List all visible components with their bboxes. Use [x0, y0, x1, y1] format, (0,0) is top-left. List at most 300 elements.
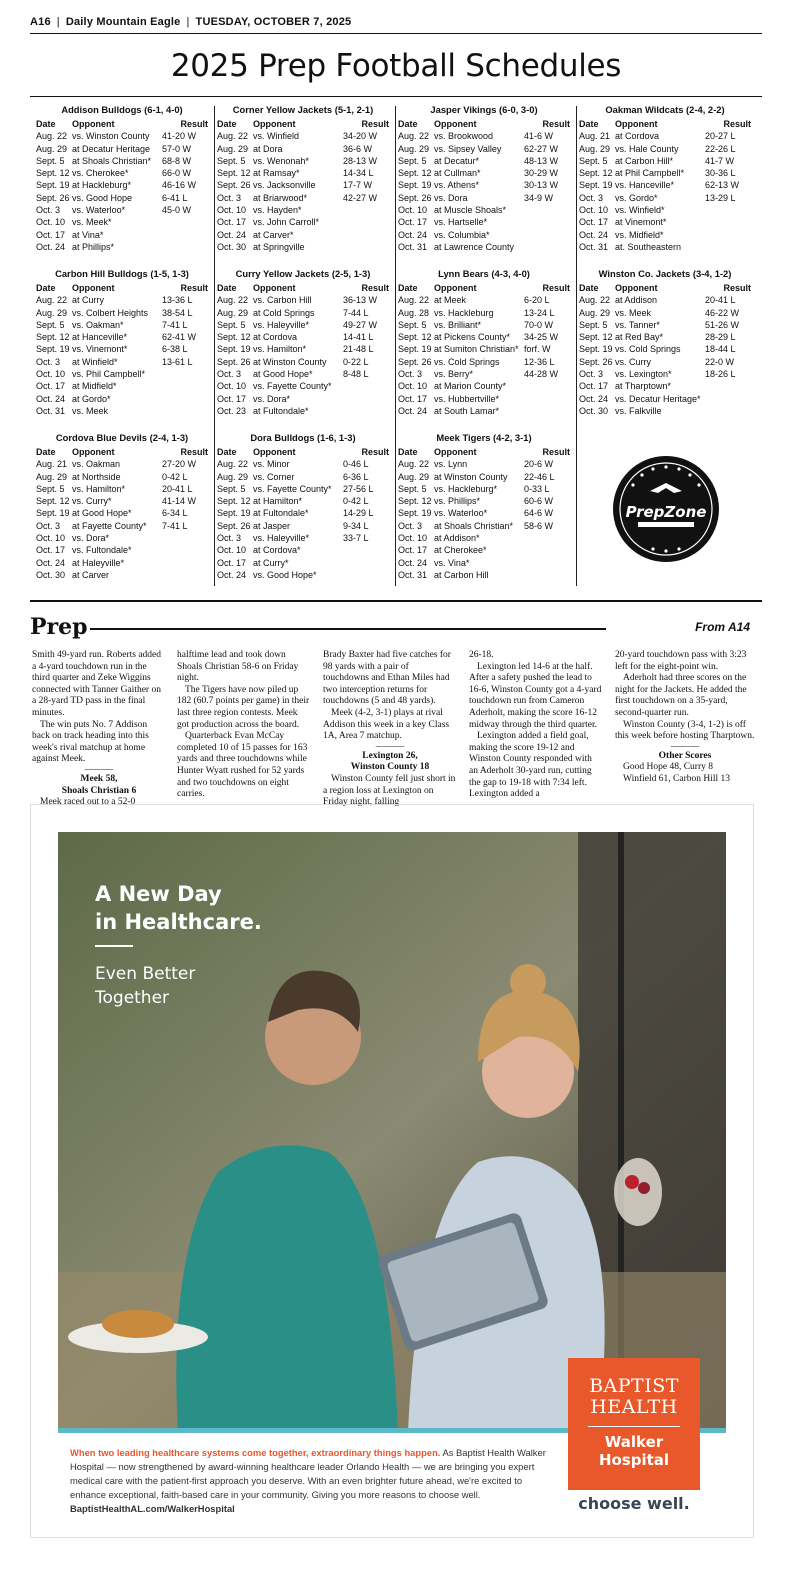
game-opponent: vs. Phil Campbell*: [72, 369, 146, 380]
team-name: Dora Bulldogs (1-6, 1-3): [250, 432, 356, 443]
game-date: Sept. 5: [398, 155, 427, 166]
game-date: Sept. 26: [398, 192, 432, 203]
game-row: [398, 143, 570, 155]
team-name: Winston Co. Jackets (3-4, 1-2): [598, 268, 732, 279]
game-result: [343, 405, 389, 417]
game-opponent: vs. Good Hope: [72, 192, 133, 203]
team-schedule: [217, 268, 389, 432]
game-result: 30-13 W: [524, 180, 559, 191]
game-row: [36, 458, 208, 470]
header-opponent: Opponent: [434, 119, 477, 129]
game-row: [36, 544, 208, 556]
story-column-4: [469, 650, 603, 802]
game-date: Sept. 26: [217, 180, 251, 191]
game-date: Oct. 3: [36, 205, 61, 216]
game-date: Sept. 5: [398, 319, 427, 330]
game-row: [36, 356, 208, 368]
schedule-column: [398, 104, 570, 596]
header-date: Date: [36, 283, 56, 293]
game-row: [398, 216, 570, 228]
game-result: 20-41 L: [162, 483, 193, 494]
game-result: 64-6 W: [524, 508, 554, 519]
game-date: Oct. 24: [398, 229, 428, 240]
game-opponent: at Phillips*: [72, 241, 115, 252]
game-result: [524, 393, 570, 405]
game-result: 18-26 L: [705, 369, 736, 380]
game-result: 14-41 L: [343, 332, 374, 343]
separator: ———: [670, 741, 700, 752]
brand-line: HEALTH: [590, 1396, 678, 1418]
game-date: Aug. 22: [36, 131, 68, 142]
game-row: [579, 368, 751, 380]
game-date: Aug. 22: [217, 459, 249, 470]
game-result: 36-6 W: [343, 143, 373, 154]
game-result: [162, 393, 208, 405]
header-result: Result: [180, 447, 208, 457]
header-opponent: Opponent: [615, 119, 658, 129]
game-date: Aug. 22: [579, 295, 611, 306]
header-opponent: Opponent: [253, 447, 296, 457]
team-name: Meek Tigers (4-2, 3-1): [436, 432, 532, 443]
game-date: Aug. 29: [217, 143, 249, 154]
game-opponent: vs. Cold Springs: [615, 344, 681, 355]
game-date: Sept. 26: [217, 520, 251, 531]
game-result: 27-56 L: [343, 483, 374, 494]
paragraph: Lexington added a field goal, making the score 19-12 and Winston County responded with an Aderholt 30-yard run, cutting the gap to 19-18 with 7:34 left. Lexington added a: [469, 731, 592, 800]
game-opponent: at Vinemont*: [615, 217, 667, 228]
game-date: Sept. 19: [36, 508, 70, 519]
game-date: Sept. 12: [398, 332, 432, 343]
game-opponent: vs. Waterloo*: [72, 205, 126, 216]
game-row: [217, 507, 389, 519]
game-date: Oct. 24: [217, 569, 247, 580]
game-date: Oct. 3: [36, 356, 61, 367]
header-opponent: Opponent: [72, 283, 115, 293]
game-result: 46-16 W: [162, 180, 197, 191]
game-result: 34-20 W: [343, 131, 378, 142]
game-result: [162, 380, 208, 392]
game-result: 20-41 L: [705, 295, 736, 306]
game-result: 41-14 W: [162, 496, 197, 507]
game-result: [705, 216, 751, 228]
game-date: Sept. 26: [579, 356, 613, 367]
team-schedule: [579, 104, 751, 268]
game-date: Sept. 5: [217, 155, 246, 166]
game-date: Oct. 3: [217, 369, 242, 380]
game-row: [398, 155, 570, 167]
game-result: 0-33 L: [524, 483, 550, 494]
header-opponent: Opponent: [72, 119, 115, 129]
game-row: [398, 204, 570, 216]
game-date: Aug. 29: [579, 307, 611, 318]
game-row: [579, 405, 751, 417]
game-result: 28-29 L: [705, 332, 736, 343]
game-row: [36, 204, 208, 216]
ad-headline-line: in Healthcare.: [95, 910, 262, 934]
game-result: 9-34 L: [343, 520, 369, 531]
game-opponent: at Jasper: [253, 520, 291, 531]
game-result: 30-29 W: [524, 168, 559, 179]
game-date: Oct. 24: [217, 229, 247, 240]
game-opponent: vs. Dora: [434, 192, 468, 203]
game-row: [398, 569, 570, 581]
game-result: [343, 544, 389, 556]
header-opponent: Opponent: [434, 283, 477, 293]
game-date: Sept. 12: [217, 496, 251, 507]
game-date: Oct. 30: [36, 569, 66, 580]
schedule-column: [36, 104, 208, 596]
game-date: Aug. 22: [398, 459, 430, 470]
game-row: [217, 532, 389, 544]
header-result: Result: [723, 119, 751, 129]
game-result: 34-25 W: [524, 332, 559, 343]
game-result: 6-20 L: [524, 295, 550, 306]
game-opponent: at Dora: [253, 143, 283, 154]
game-date: Sept. 12: [217, 168, 251, 179]
game-row: [579, 167, 751, 179]
game-result: [343, 557, 389, 569]
game-row: [398, 532, 570, 544]
game-result: 41-20 W: [162, 131, 197, 142]
game-row: [36, 368, 208, 380]
paragraph: halftime lead and took down Shoals Christian 58-6 on Friday night.: [177, 650, 299, 684]
game-date: Oct. 17: [398, 545, 428, 556]
game-row: [217, 368, 389, 380]
game-opponent: at Cordova: [253, 332, 298, 343]
ad-url[interactable]: BaptistHealthAL.com/WalkerHospital: [70, 1503, 235, 1514]
column-divider: [214, 106, 215, 586]
header-opponent: Opponent: [434, 447, 477, 457]
score-line: Good Hope 48, Curry 8: [623, 762, 713, 773]
prepzone-logo: [612, 455, 720, 563]
ad-headline: [95, 880, 262, 936]
game-result: 51-26 W: [705, 319, 740, 330]
game-row: [398, 319, 570, 331]
game-result: 46-22 W: [705, 307, 740, 318]
game-opponent: vs. Good Hope*: [253, 569, 317, 580]
game-result: [162, 241, 208, 253]
game-row: [398, 368, 570, 380]
game-opponent: vs. Hackleburg: [434, 307, 494, 318]
game-result: [524, 544, 570, 556]
paragraph: Meek raced out to a 52-0: [40, 797, 136, 808]
jump-reference: From A14: [695, 620, 750, 634]
game-result: [343, 241, 389, 253]
game-result: 62-13 W: [705, 180, 740, 191]
game-row: [398, 393, 570, 405]
game-row: [579, 393, 751, 405]
game-row: [217, 216, 389, 228]
game-opponent: at Midfield*: [72, 381, 117, 392]
game-date: Aug. 29: [398, 471, 430, 482]
ad-subhead-line: Together: [95, 988, 170, 1008]
game-result: [162, 569, 208, 581]
team-name: Curry Yellow Jackets (2-5, 1-3): [235, 268, 371, 279]
paragraph: Lexington led 14-6 at the half. After a safety pushed the lead to 16-6, Winston County got a 4-yard touchdown run from Cameron Aderholt, making the score 16-12 midway through the third quarter.: [469, 661, 602, 730]
game-date: Sept. 26: [398, 356, 432, 367]
game-row: [217, 167, 389, 179]
game-date: Oct. 17: [398, 393, 428, 404]
top-rule: [30, 33, 762, 34]
game-opponent: vs. Fayette County*: [253, 381, 332, 392]
game-result: 49-27 W: [343, 319, 378, 330]
game-opponent: at Cordova: [615, 131, 660, 142]
game-result: 22-26 L: [705, 143, 736, 154]
game-date: Oct. 10: [398, 205, 428, 216]
game-date: Aug. 29: [36, 471, 68, 482]
game-opponent: vs. Fultondale*: [72, 545, 132, 556]
team-name: Corner Yellow Jackets (5-1, 2-1): [232, 104, 374, 115]
game-date: Aug. 29: [36, 143, 68, 154]
game-result: 42-27 W: [343, 192, 378, 203]
game-row: [217, 356, 389, 368]
game-date: Aug. 28: [398, 307, 430, 318]
baptist-health-logo: [568, 1358, 700, 1490]
schedule-header: [579, 282, 751, 294]
game-result: [162, 405, 208, 417]
game-row: [398, 507, 570, 519]
game-date: Oct. 30: [217, 241, 247, 252]
game-date: Oct. 3: [217, 192, 242, 203]
game-result: 44-28 W: [524, 369, 559, 380]
header-date: Date: [217, 283, 237, 293]
game-row: [579, 192, 751, 204]
game-row: [398, 294, 570, 306]
game-opponent: at Curry: [72, 295, 105, 306]
game-result: 6-36 L: [343, 471, 369, 482]
game-result: 57-0 W: [162, 143, 192, 154]
header-date: Date: [36, 119, 56, 129]
game-opponent: vs. Falkville: [615, 405, 662, 416]
game-result: 20-6 W: [524, 459, 554, 470]
game-result: 20-27 L: [705, 131, 736, 142]
game-row: [579, 229, 751, 241]
game-opponent: at Fultondale*: [253, 405, 309, 416]
game-date: Sept. 12: [398, 168, 432, 179]
game-date: Oct. 30: [579, 405, 609, 416]
paragraph: Smith 49-yard run. Roberts added a 4-yard touchdown run in the third quarter and Zeke Wiggins connected with Tanner Gaither on a 28-yard TD pass in the final minutes.: [32, 650, 162, 718]
ad-tagline: choose well.: [578, 1494, 690, 1513]
game-row: [36, 393, 208, 405]
game-opponent: vs. Hamilton*: [72, 483, 126, 494]
game-row: [398, 331, 570, 343]
game-row: [579, 331, 751, 343]
game-result: 0-22 L: [343, 356, 369, 367]
game-row: [36, 569, 208, 581]
game-opponent: at Addison*: [434, 533, 480, 544]
game-opponent: vs. Hubbertville*: [434, 393, 500, 404]
header-result: Result: [542, 283, 570, 293]
ad-headline-rule: [95, 945, 133, 947]
header-opponent: Opponent: [253, 283, 296, 293]
game-row: [217, 471, 389, 483]
game-date: Sept. 12: [36, 168, 70, 179]
header-result: Result: [361, 119, 389, 129]
schedule-header: [398, 446, 570, 458]
game-row: [579, 130, 751, 142]
game-row: [398, 192, 570, 204]
game-result: 21-48 L: [343, 344, 374, 355]
game-opponent: at Carbon Hill*: [615, 155, 674, 166]
game-opponent: at Decatur Heritage: [72, 143, 151, 154]
folio: A16 | Daily Mountain Eagle | TUESDAY, OCTOBER 7, 2025: [30, 16, 352, 28]
game-opponent: vs. Dora*: [253, 393, 291, 404]
game-date: Oct. 3: [398, 520, 423, 531]
schedule-header: [217, 446, 389, 458]
game-row: [217, 294, 389, 306]
brand-line: BAPTIST: [589, 1375, 679, 1397]
game-row: [217, 393, 389, 405]
game-date: Oct. 10: [217, 205, 247, 216]
game-opponent: at Gordo*: [72, 393, 111, 404]
game-result: [343, 569, 389, 581]
game-date: Sept. 5: [217, 483, 246, 494]
game-row: [217, 155, 389, 167]
game-opponent: at. Southeastern: [615, 241, 682, 252]
game-result: 48-13 W: [524, 155, 559, 166]
game-date: Oct. 17: [217, 217, 247, 228]
story-column-3: [323, 650, 457, 808]
game-row: [217, 544, 389, 556]
game-opponent: at Carbon Hill: [434, 569, 489, 580]
game-opponent: at Hackleburg*: [72, 180, 132, 191]
game-row: [36, 471, 208, 483]
game-row: [36, 380, 208, 392]
schedule-header: [36, 118, 208, 130]
game-result: 22-0 W: [705, 356, 735, 367]
game-row: [398, 179, 570, 191]
column-divider: [576, 106, 577, 586]
team-schedule: [579, 268, 751, 432]
game-date: Oct. 3: [579, 369, 604, 380]
game-row: [398, 380, 570, 392]
game-date: Sept. 5: [398, 483, 427, 494]
game-result: 0-46 L: [343, 459, 369, 470]
game-result: 6-34 L: [162, 508, 188, 519]
game-result: [524, 405, 570, 417]
game-date: Oct. 31: [579, 241, 609, 252]
game-row: [579, 380, 751, 392]
game-opponent: vs. Vina*: [434, 557, 470, 568]
game-opponent: at Winfield*: [72, 356, 118, 367]
game-opponent: vs. Lexington*: [615, 369, 672, 380]
game-opponent: vs. Winston County: [72, 131, 150, 142]
game-row: [217, 405, 389, 417]
game-opponent: at Decatur*: [434, 155, 480, 166]
header-result: Result: [542, 447, 570, 457]
game-result: [343, 204, 389, 216]
game-opponent: at Shoals Christian*: [72, 155, 152, 166]
game-opponent: at Hamilton*: [253, 496, 303, 507]
game-row: [579, 241, 751, 253]
team-schedule: [36, 432, 208, 596]
game-opponent: vs. Decatur Heritage*: [615, 393, 701, 404]
team-name: Oakman Wildcats (2-4, 2-2): [605, 104, 725, 115]
game-result: [705, 405, 751, 417]
game-opponent: vs. Oakman*: [72, 319, 124, 330]
game-result: 13-24 L: [524, 307, 555, 318]
game-result: [524, 229, 570, 241]
game-result: [524, 557, 570, 569]
game-row: [217, 192, 389, 204]
paragraph: Meek (4-2, 3-1) plays at rival Addison this week in a key Class 1A, Area 7 matchup.: [323, 707, 450, 742]
game-result: 14-29 L: [343, 508, 374, 519]
game-opponent: at Carver*: [253, 229, 294, 240]
game-date: Oct. 17: [36, 381, 66, 392]
game-opponent: vs. Phillips*: [434, 496, 481, 507]
game-date: Aug. 29: [217, 307, 249, 318]
game-row: [579, 343, 751, 355]
game-result: 22-46 L: [524, 471, 555, 482]
game-date: Oct. 17: [579, 381, 609, 392]
game-opponent: at Ramsay*: [253, 168, 300, 179]
game-row: [36, 229, 208, 241]
game-result: 66-0 W: [162, 168, 192, 179]
game-date: Sept. 5: [579, 319, 608, 330]
schedule-header: [36, 446, 208, 458]
game-result: [524, 380, 570, 392]
game-result: 7-44 L: [343, 307, 369, 318]
game-date: Oct. 10: [579, 205, 609, 216]
header-date: Date: [579, 119, 599, 129]
game-opponent: vs. Lynn: [434, 459, 468, 470]
game-opponent: vs. Wenonah*: [253, 155, 309, 166]
game-row: [217, 495, 389, 507]
schedule-header: [217, 118, 389, 130]
game-date: Sept. 12: [217, 332, 251, 343]
game-result: [162, 229, 208, 241]
game-date: Oct. 3: [579, 192, 604, 203]
game-row: [36, 483, 208, 495]
paper-name: Daily Mountain Eagle: [65, 16, 181, 28]
game-opponent: vs. Tanner*: [615, 319, 660, 330]
game-result: 7-41 L: [162, 319, 188, 330]
game-date: Sept. 19: [217, 508, 251, 519]
game-row: [398, 229, 570, 241]
game-date: Oct. 10: [36, 217, 66, 228]
game-date: Sept. 26: [36, 192, 70, 203]
schedule-header: [398, 282, 570, 294]
header-result: Result: [542, 119, 570, 129]
game-row: [36, 507, 208, 519]
game-opponent: at Winston County: [434, 471, 508, 482]
game-date: Sept. 12: [579, 168, 613, 179]
team-name: Addison Bulldogs (6-1, 4-0): [61, 104, 183, 115]
game-opponent: at Good Hope*: [72, 508, 132, 519]
game-date: Sept. 5: [36, 319, 65, 330]
game-result: 62-27 W: [524, 143, 559, 154]
game-result: 6-38 L: [162, 344, 188, 355]
paragraph: Winston County (3-4, 1-2) is off this week before hosting Tharptown.: [615, 719, 755, 742]
paragraph: 20-yard touchdown pass with 3:23 left for the eight-point win.: [615, 650, 747, 672]
game-opponent: vs. Carbon Hill: [253, 295, 312, 306]
game-opponent: vs. Hale County: [615, 143, 679, 154]
game-result: 0-42 L: [343, 496, 369, 507]
game-opponent: at Haleyville*: [72, 557, 125, 568]
team-name: Lynn Bears (4-3, 4-0): [438, 268, 530, 279]
story-column-5: [615, 650, 755, 802]
game-opponent: at Cullman*: [434, 168, 481, 179]
game-result: [705, 241, 751, 253]
game-date: Sept. 5: [36, 155, 65, 166]
game-date: Oct. 23: [217, 405, 247, 416]
game-row: [217, 307, 389, 319]
game-result: 62-41 W: [162, 332, 197, 343]
header-result: Result: [361, 283, 389, 293]
game-date: Oct. 10: [217, 545, 247, 556]
game-opponent: at Cordova*: [253, 545, 301, 556]
game-date: Sept. 19: [398, 180, 432, 191]
